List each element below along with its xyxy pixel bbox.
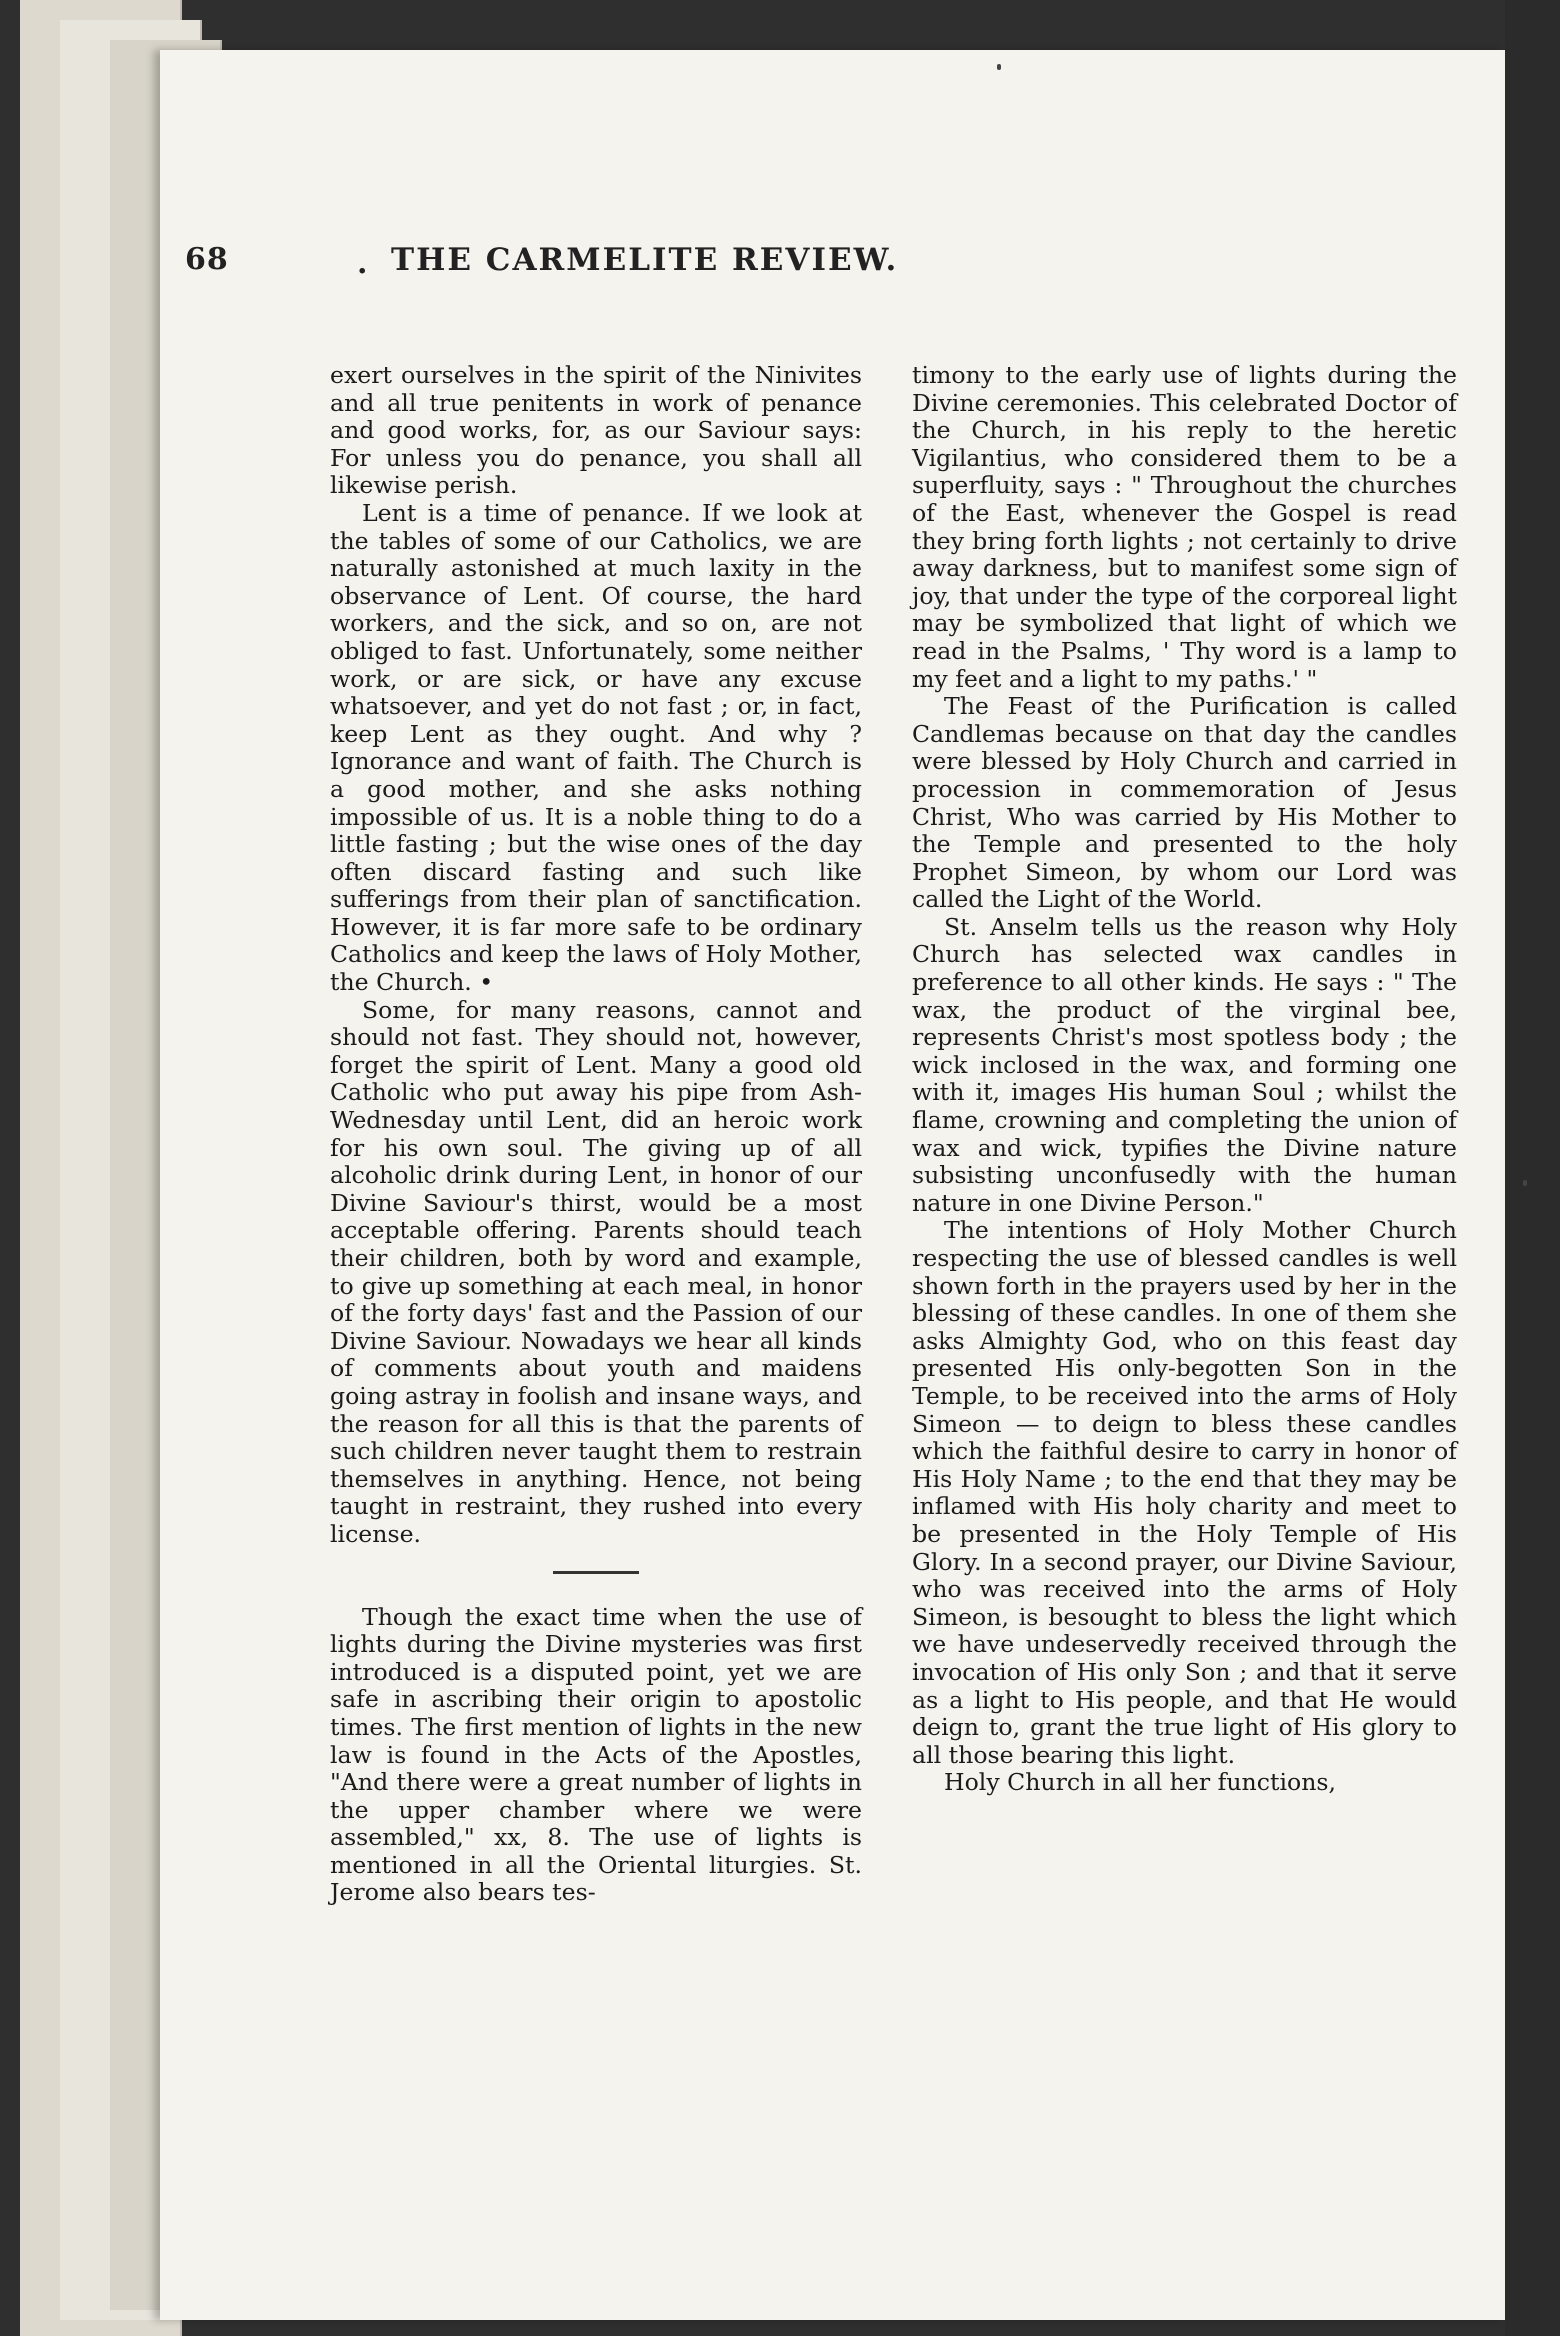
paragraph: Some, for many reasons, cannot and should not fast. They should not, however, forget the spirit of Lent. Many a good old Catholic who put away his pipe from Ash-Wednesday until Lent, did an heroic work for his own soul. The giving up of all alcoholic drink during Lent, in honor of our Divine Saviour's thirst, would be a most acceptable offering. Parents should teach their children, both by word and example, to give up something at each meal, in honor of the forty days' fast and the Passion of our Divine Saviour. Nowadays we hear all kinds of comments about youth and maidens going astray in foolish and insane ways, and the reason for all this is that the parents of such children never taught them to restrain themselves in anything. Hence, not being taught in restraint, they rushed into every license. xyxy=(330,995,862,1548)
paragraph: The intentions of Holy Mother Church respecting the use of blessed candles is well shown forth in the prayers used by her in the blessing of these candles. In one of them she asks Almighty God, who on this feast day presented His only-begotten Son in the Temple, to be received into the arms of Holy Simeon — to deign to bless these candles which the faithful desire to carry in honor of His Holy Name ; to the end that they may be inflamed with His holy charity and meet to be presented in the Holy Temple of His Glory. In a second prayer, our Divine Saviour, who was received into the arms of Holy Simeon, is besought to bless the light which we have undeservedly received through the invocation of His only Son ; and that it serve as a light to His people, and that He would deign to, grant the true light of His glory to all those bearing this light. xyxy=(912,1216,1457,1769)
left-column xyxy=(330,362,862,1907)
section-divider xyxy=(553,1571,639,1574)
ink-speck xyxy=(1523,1180,1527,1186)
paragraph: The Feast of the Purification is called Candlemas because on that day the candles were blessed by Holy Church and carried in procession in commemoration of Jesus Christ, Who was carried by His Mother to the Temple and presented to the holy Prophet Simeon, by whom our Lord was called the Light of the World. xyxy=(912,692,1457,914)
paragraph: exert ourselves in the spirit of the Ninivites and all true penitents in work of penance and good works, for, as our Saviour says: For unless you do penance, you shall all likewise perish. xyxy=(330,361,862,500)
ink-speck xyxy=(997,64,1001,70)
paragraph: Lent is a time of penance. If we look at the tables of some of our Catholics, we are naturally astonished at much laxity in the observance of Lent. Of course, the hard workers, and the sick, and so on, are not obliged to fast. Unfortunately, some neither work, or are sick, or have any excuse whatsoever, and yet do not fast ; or, in fact, keep Lent as they ought. And why ? Ignorance and want of faith. The Church is a good mother, and she asks nothing impossible of us. It is a noble thing to do a little fasting ; but the wise ones of the day often discard fasting and such like sufferings from their plan of sanctification. However, it is far more safe to be ordinary Catholics and keep the laws of Holy Mother, the Church. • xyxy=(330,498,862,997)
paragraph: Though the exact time when the use of lights during the Divine mysteries was first introduced is a disputed point, yet we are safe in ascribing their origin to apostolic times. The first mention of lights in the new law is found in the Acts of the Apostles, "And there were a great number of lights in the upper chamber where we were assembled," xx, 8. The use of lights is mentioned in all the Oriental liturgies. St. Jerome also bears tes- xyxy=(330,1602,862,1907)
page-number: 68 xyxy=(185,242,229,277)
paragraph: St. Anselm tells us the reason why Holy Church has selected wax candles in preference to all other kinds. He says : " The wax, the product of the virginal bee, represents Christ's most spotless body ; the wick inclosed in the wax, and forming one with it, images His human Soul ; whilst the flame, crowning and completing the union of wax and wick, typifies the Divine nature subsisting unconfusedly with the human nature in one Divine Person." xyxy=(912,912,1457,1217)
running-head xyxy=(185,242,1185,302)
paragraph: Holy Church in all her functions, xyxy=(944,1768,1336,1797)
header-separator: . xyxy=(357,246,369,281)
journal-title: THE CARMELITE REVIEW. xyxy=(391,242,899,278)
scan-border xyxy=(1505,0,1560,2336)
right-column xyxy=(912,362,1457,1797)
paragraph-continuation: timony to the early use of lights during the Divine ceremonies. This celebrated Doctor of the Church, in his reply to the heretic Vigilantius, who considered them to be a superfluity, says : " Throughout the churches of the East, whenever the Gospel is read they bring forth lights ; not certainly to drive away darkness, but to manifest some sign of joy, that under the type of the corporeal light may be symbolized that light of which we read in the Psalms, ' Thy word is a lamp to my feet and a light to my paths.' " xyxy=(912,361,1457,693)
